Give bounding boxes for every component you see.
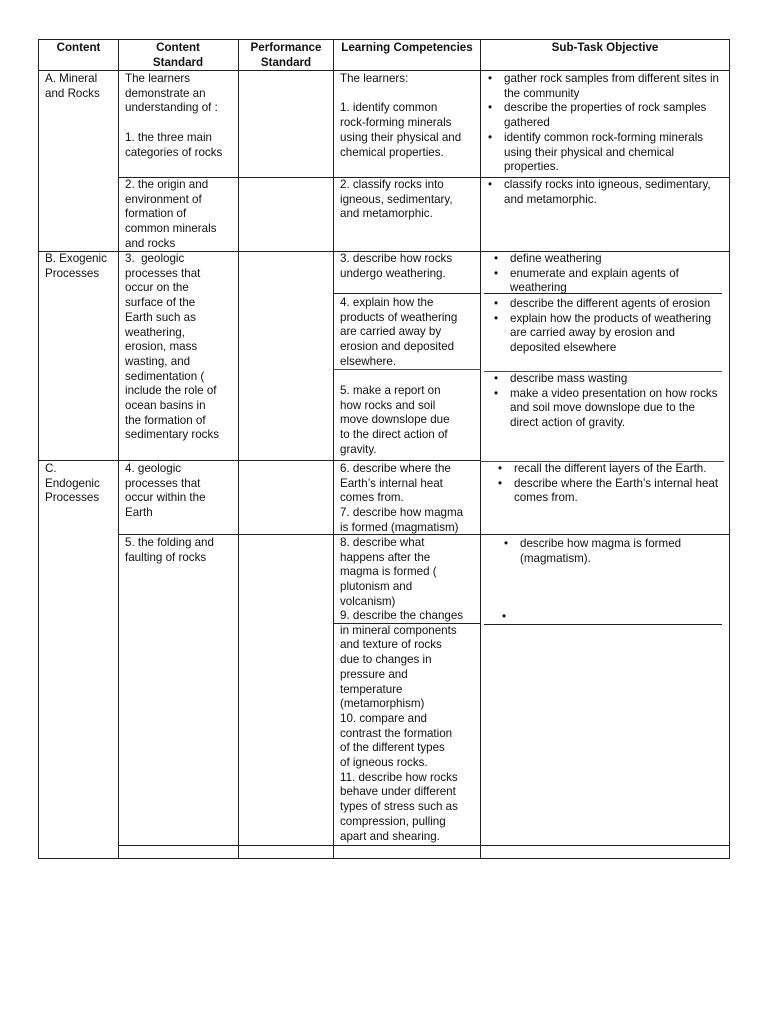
competency-4: 4. explain how the products of weathering are carried away by erosion and deposited elsewhere.: [340, 296, 458, 368]
objective-item: • describe mass wasting: [490, 372, 720, 387]
table-border-top: [38, 39, 730, 40]
content-exogenic-processes: B. Exogenic Processes: [45, 252, 107, 280]
objectives-list: [490, 372, 720, 431]
table-border-right: [729, 39, 730, 859]
table-border-bottom: [38, 858, 730, 859]
column-divider: [480, 39, 481, 859]
competency-3: 3. describe how rocks undergo weathering.: [340, 252, 453, 280]
header-content-standard: Content Standard: [152, 41, 204, 69]
column-divider: [333, 39, 334, 859]
header-learning-competencies: Learning Competencies: [341, 41, 473, 54]
objective-item: • define weathering: [490, 252, 720, 267]
table-border-left: [38, 39, 39, 859]
content-endogenic-processes: C. Endogenic Processes: [45, 462, 100, 505]
objective-item: • gather rock samples from different sites in the community: [484, 72, 724, 101]
objective-item: • recall the different layers of the Earth.: [494, 462, 722, 477]
objectives-list: [490, 297, 720, 356]
objective-item: • describe the different agents of erosion: [490, 297, 720, 312]
column-divider: [238, 39, 239, 859]
row-divider: [118, 845, 730, 846]
objectives-list: [484, 178, 724, 207]
content-standard-1: The learners demonstrate an understanding of : 1. the three main categories of rocks: [125, 72, 223, 159]
objectives-list: [484, 72, 724, 175]
competency-8: 8. describe what happens after the magma is formed ( plutonism and volcanism): [340, 536, 437, 608]
row-divider: [38, 460, 480, 461]
header-performance-standard: Performance Standard: [250, 41, 325, 69]
header-sub-task-objective: Sub-Task Objective: [551, 41, 659, 54]
competency-1: The learners: 1. identify common rock-forming minerals using their physical and chemical properties.: [340, 72, 462, 159]
objective-item: • describe how magma is formed (magmatism).: [500, 537, 722, 566]
objective-item: • identify common rock-forming minerals using their physical and chemical properties.: [484, 131, 724, 175]
objectives-list: [490, 252, 720, 296]
content-standard-2: 2. the origin and environment of formation of common minerals and rocks: [125, 178, 217, 250]
content-standard-4: 4. geologic processes that occur within the Earth: [125, 462, 206, 520]
competency-9-11: 9. describe the changes in mineral components and texture of rocks due to changes in pressure and temperature (metamorphism) 10. compare and contrast the formation of the different types of igneous rocks. 11. describe how rocks behave under different types of stress such as compression, pulling apart and shearing.: [340, 609, 464, 843]
content-standard-5: 5. the folding and faulting of rocks: [125, 536, 214, 564]
objective-item: • make a video presentation on how rocks and soil move downslope due to the direct action of gravity.: [490, 387, 720, 431]
row-divider: [333, 293, 481, 294]
objectives-list: [500, 537, 722, 566]
column-divider: [118, 39, 119, 859]
objective-item: • enumerate and explain agents of weathering: [490, 267, 720, 296]
content-mineral-rocks: A. Mineral and Rocks: [45, 72, 100, 100]
objectives-list: [494, 462, 722, 506]
objective-item: • classify rocks into igneous, sedimentary, and metamorphic.: [484, 178, 724, 207]
competency-2: 2. classify rocks into igneous, sedimentary, and metamorphic.: [340, 178, 453, 221]
objective-item: • describe the properties of rock samples gathered: [484, 101, 724, 130]
objective-item: • explain how the products of weathering are carried away by erosion and deposited elsewhere: [490, 312, 720, 356]
header-content: Content: [56, 41, 101, 54]
competency-5: 5. make a report on how rocks and soil move downslope due to the direct action of gravity.: [340, 384, 450, 456]
competency-6-7: 6. describe where the Earth’s internal heat comes from. 7. describe how magma is formed (magmatism): [340, 462, 464, 534]
row-divider: [484, 624, 722, 625]
objective-item: • describe where the Earth’s internal heat comes from.: [494, 477, 722, 506]
content-standard-3: 3. geologic processes that occur on the surface of the Earth such as weathering, erosion, mass wasting, and sedimentation ( include the role of ocean basins in the formation of sedimentary rocks: [125, 252, 220, 442]
